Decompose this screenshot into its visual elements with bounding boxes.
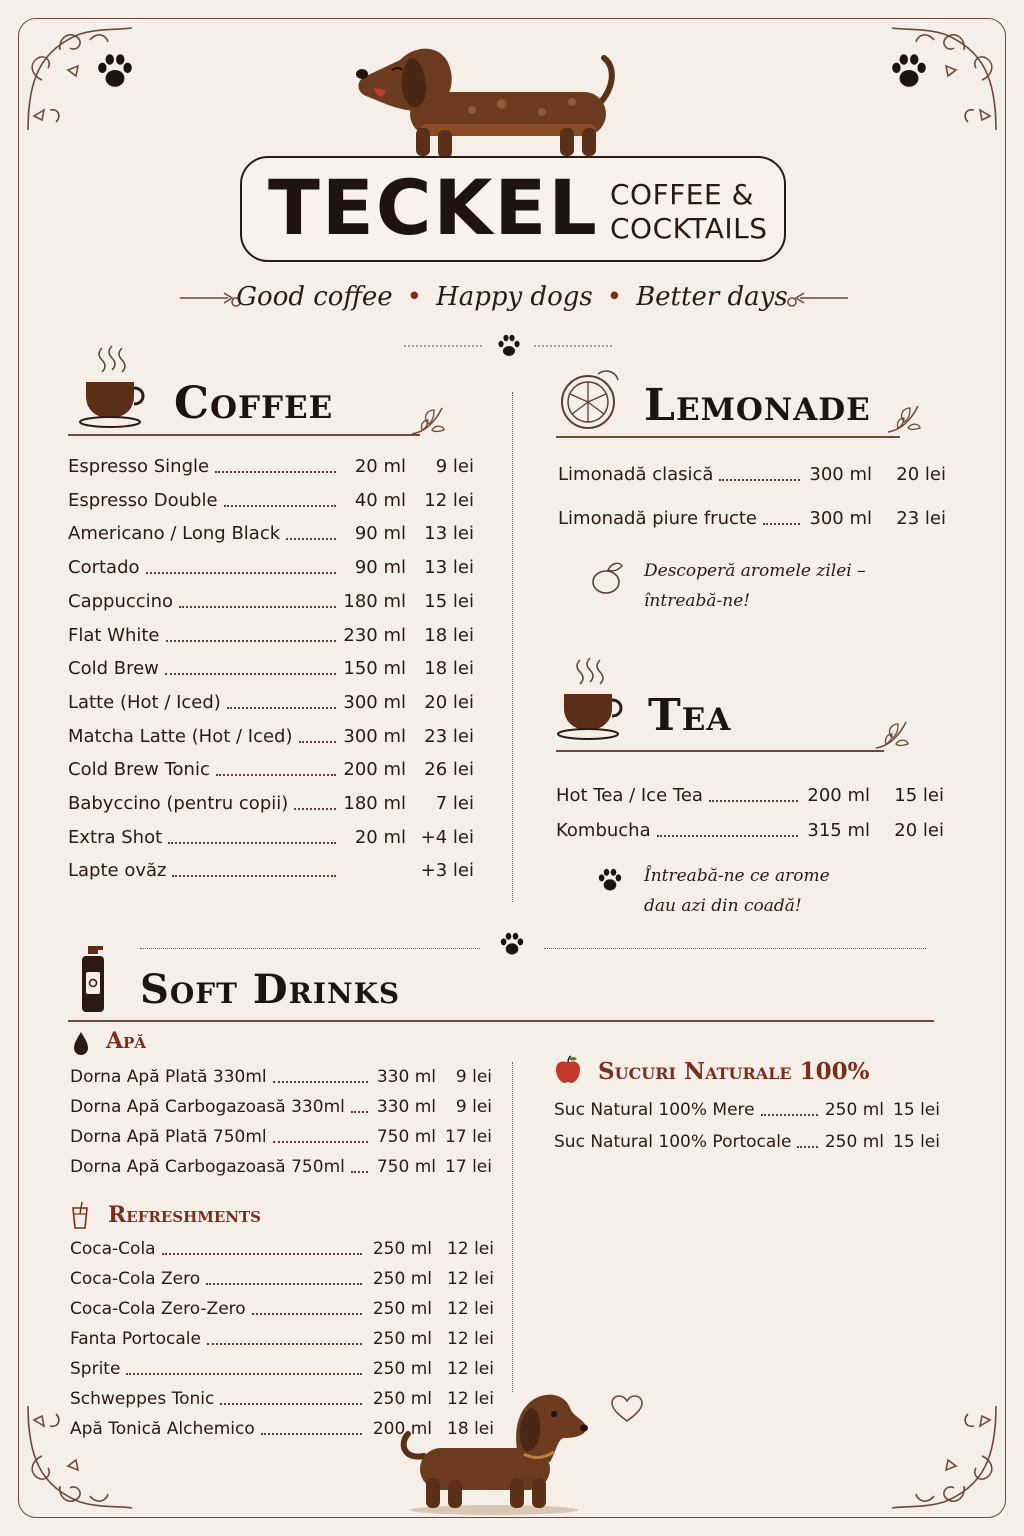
menu-item-price: 12 lei <box>447 1299 494 1319</box>
menu-item-name: Babyccino (pentru copii) <box>68 793 289 814</box>
menu-item-row <box>68 789 474 819</box>
menu-item-row <box>68 452 474 482</box>
menu-item-price: 9 lei <box>455 1097 492 1117</box>
menu-item-row <box>554 1095 940 1125</box>
menu-item-price: 12 lei <box>424 489 474 511</box>
lemon-slice-icon <box>558 368 622 432</box>
dot-leader <box>216 774 336 776</box>
lemonade-note <box>644 556 866 616</box>
menu-item-name: Dorna Apă Carbogazoasă 750ml <box>70 1157 345 1177</box>
menu-item-size: 300 ml <box>343 691 406 713</box>
menu-item-size: 300 ml <box>343 725 406 747</box>
menu-item-size: 750 ml <box>376 1127 436 1147</box>
dot-leader <box>657 835 798 837</box>
brand-name: TECKEL <box>268 163 599 252</box>
menu-item-price: 13 lei <box>424 557 474 579</box>
menu-item-size: 40 ml <box>354 489 406 511</box>
tagline-part-2: Happy dogs <box>436 282 593 312</box>
dot-leader <box>273 1141 368 1143</box>
menu-item-row <box>68 856 474 886</box>
dot-leader <box>206 1283 362 1285</box>
brand-subtitle <box>610 178 768 246</box>
menu-item-price: 9 lei <box>435 456 474 477</box>
soft-drinks-section-title: Soft Drinks <box>140 966 401 1013</box>
menu-item-size: 250 ml <box>372 1329 432 1349</box>
dachshund-logo-illustration <box>352 40 632 164</box>
brand-subtitle-line2: COCKTAILS <box>610 212 768 245</box>
menu-item-price: 20 lei <box>424 691 474 713</box>
menu-item-name: Dorna Apă Carbogazoasă 330ml <box>70 1097 345 1117</box>
menu-item-price: 12 lei <box>447 1239 494 1259</box>
menu-item-size: 300 ml <box>809 464 872 485</box>
menu-item-price: 18 lei <box>424 658 474 680</box>
menu-item-name: Hot Tea / Ice Tea <box>556 785 703 806</box>
menu-item-price: 12 lei <box>447 1329 494 1349</box>
menu-item-size: 90 ml <box>354 557 406 579</box>
menu-item-row <box>70 1324 494 1354</box>
refreshments-subsection-title: Refreshments <box>108 1202 262 1228</box>
water-drop-icon <box>72 1030 90 1056</box>
lemon-icon <box>590 558 626 598</box>
dachshund-illustration <box>398 1390 588 1518</box>
menu-item-price: +3 lei <box>420 860 474 882</box>
menu-item-name: Limonadă clasică <box>558 464 714 485</box>
dot-leader <box>273 1081 368 1083</box>
soda-glass-icon <box>70 1200 90 1230</box>
dot-leader <box>224 505 336 507</box>
menu-item-price: 20 lei <box>896 464 946 485</box>
leaf-ornament-icon <box>886 402 922 438</box>
bottle-icon <box>78 944 108 1014</box>
menu-item-row <box>556 781 944 811</box>
dot-leader <box>179 606 336 608</box>
menu-item-size: 20 ml <box>354 456 406 477</box>
section-divider-right <box>544 948 926 949</box>
dot-leader <box>763 523 800 525</box>
coffee-cup-icon <box>78 344 152 430</box>
menu-item-name: Espresso Single <box>68 456 210 477</box>
tea-note-line2: dau azi din coadă! <box>644 896 802 916</box>
menu-item-row <box>68 587 474 617</box>
menu-item-name: Coca-Cola Zero <box>70 1269 201 1289</box>
menu-item-price: 26 lei <box>424 759 474 781</box>
dot-leader <box>168 842 336 844</box>
menu-item-size: 200 ml <box>343 759 406 781</box>
menu-item-row <box>554 1127 940 1157</box>
dot-leader <box>146 572 336 574</box>
tea-section-title: Tea <box>648 690 732 741</box>
menu-item-name: Coca-Cola Zero-Zero <box>70 1299 246 1319</box>
menu-item-row <box>558 504 946 534</box>
menu-item-size: 330 ml <box>376 1097 436 1117</box>
menu-item-row <box>68 621 474 651</box>
menu-item-price: 9 lei <box>455 1067 492 1087</box>
menu-item-size: 250 ml <box>372 1239 432 1259</box>
apa-subsection-title: Apă <box>106 1028 146 1054</box>
menu-item-row <box>70 1354 494 1384</box>
menu-item-name: Flat White <box>68 624 160 646</box>
menu-item-name: Matcha Latte (Hot / Iced) <box>68 725 293 747</box>
dot-leader <box>761 1114 818 1116</box>
floral-corner-ornament-bottom-right <box>884 1396 1004 1516</box>
menu-item-row <box>556 816 944 846</box>
dot-leader <box>220 1403 362 1405</box>
dot-leader <box>797 1146 818 1148</box>
menu-item-row <box>68 755 474 785</box>
paw-print-icon <box>94 50 136 92</box>
menu-item-size: 180 ml <box>343 793 406 814</box>
column-divider <box>512 392 513 902</box>
menu-item-price: 20 lei <box>894 820 944 841</box>
tagline <box>0 282 1024 312</box>
column-divider <box>512 1062 513 1392</box>
menu-item-size: 300 ml <box>809 508 872 529</box>
menu-item-row <box>68 823 474 853</box>
menu-item-price: 12 lei <box>447 1269 494 1289</box>
juices-subsection-title: Sucuri Naturale 100% <box>598 1058 870 1085</box>
menu-item-row <box>68 519 474 549</box>
dot-leader <box>166 640 336 642</box>
soft-drinks-title-rule <box>68 1020 934 1022</box>
menu-item-name: Espresso Double <box>68 489 218 511</box>
menu-item-price: 13 lei <box>424 523 474 545</box>
menu-item-name: Limonadă piure fructe <box>558 508 758 529</box>
menu-item-name: Suc Natural 100% Portocale <box>554 1132 792 1152</box>
heart-icon <box>610 1394 644 1424</box>
menu-item-size: 330 ml <box>376 1067 436 1087</box>
paw-print-icon <box>498 930 526 958</box>
tea-note-line1: Întreabă-ne ce arome <box>644 866 830 886</box>
menu-item-name: Apă Tonică Alchemico <box>70 1419 255 1439</box>
menu-item-price: 15 lei <box>893 1132 940 1152</box>
menu-item-size: 250 ml <box>824 1132 884 1152</box>
menu-item-row <box>68 722 474 752</box>
section-divider-left <box>140 948 480 949</box>
brand-logo-box <box>240 156 786 262</box>
menu-item-name: Cappuccino <box>68 590 174 612</box>
menu-item-name: Fanta Portocale <box>70 1329 201 1349</box>
menu-item-row <box>70 1062 492 1092</box>
dot-leader <box>165 673 336 675</box>
coffee-title-rule <box>68 434 420 436</box>
menu-item-size: 150 ml <box>343 658 406 680</box>
menu-item-row <box>70 1122 492 1152</box>
menu-item-price: 12 lei <box>447 1389 494 1409</box>
tagline-part-3: Better days <box>636 282 788 312</box>
menu-item-name: Coca-Cola <box>70 1239 156 1259</box>
menu-item-name: Americano / Long Black <box>68 523 281 545</box>
lemonade-note-line2: întreabă-ne! <box>644 591 751 611</box>
menu-item-price: 17 lei <box>445 1127 492 1147</box>
menu-item-size: 200 ml <box>372 1419 432 1439</box>
menu-item-name: Schweppes Tonic <box>70 1389 215 1409</box>
menu-item-size: 90 ml <box>354 523 406 545</box>
dot-leader <box>261 1433 362 1435</box>
dot-leader <box>162 1253 362 1255</box>
menu-item-price: 15 lei <box>893 1100 940 1120</box>
menu-item-row <box>70 1264 494 1294</box>
menu-item-price: 23 lei <box>424 725 474 747</box>
dot-leader <box>351 1111 368 1113</box>
menu-item-name: Extra Shot <box>68 826 163 848</box>
menu-item-size: 200 ml <box>807 785 870 806</box>
menu-item-price: 15 lei <box>424 590 474 612</box>
menu-item-name: Latte (Hot / Iced) <box>68 691 221 713</box>
menu-item-price: 12 lei <box>447 1359 494 1379</box>
arrow-ornament-right <box>784 288 848 308</box>
leaf-ornament-icon <box>410 404 446 440</box>
dot-leader <box>351 1171 368 1173</box>
menu-item-price: +4 lei <box>420 826 474 848</box>
menu-item-size: 250 ml <box>372 1359 432 1379</box>
menu-item-size: 250 ml <box>372 1269 432 1289</box>
menu-item-size: 315 ml <box>807 820 870 841</box>
menu-item-price: 18 lei <box>447 1419 494 1439</box>
dot-leader <box>709 800 798 802</box>
menu-item-row <box>68 553 474 583</box>
lemonade-section-title: Lemonade <box>644 380 871 431</box>
menu-item-row <box>68 688 474 718</box>
menu-item-name: Cold Brew Tonic <box>68 759 210 781</box>
menu-item-price: 17 lei <box>445 1157 492 1177</box>
menu-item-price: 15 lei <box>894 785 944 806</box>
dot-leader <box>719 479 800 481</box>
coffee-section-title: Coffee <box>174 378 334 429</box>
lemonade-title-rule <box>556 436 900 438</box>
dot-leader <box>207 1343 362 1345</box>
tagline-separator: • <box>606 282 623 312</box>
dot-leader <box>294 808 336 810</box>
tea-cup-icon <box>556 656 630 742</box>
dot-leader <box>227 707 336 709</box>
menu-item-name: Dorna Apă Plată 750ml <box>70 1127 267 1147</box>
tagline-separator: • <box>406 282 423 312</box>
menu-item-price: 23 lei <box>896 508 946 529</box>
menu-item-name: Cortado <box>68 557 140 579</box>
menu-item-row <box>70 1092 492 1122</box>
dot-leader <box>215 471 336 473</box>
dot-leader <box>126 1373 362 1375</box>
menu-item-name: Suc Natural 100% Mere <box>554 1100 755 1120</box>
tagline-part-1: Good coffee <box>236 282 393 312</box>
menu-item-row <box>68 654 474 684</box>
menu-item-name: Sprite <box>70 1359 121 1379</box>
menu-item-name: Lapte ovăz <box>68 860 167 882</box>
dot-leader <box>299 741 336 743</box>
brand-subtitle-line1: COFFEE & <box>610 178 754 211</box>
menu-item-row <box>70 1152 492 1182</box>
dot-leader <box>172 875 336 877</box>
menu-item-price: 18 lei <box>424 624 474 646</box>
paw-divider <box>404 332 614 360</box>
dot-leader <box>252 1313 362 1315</box>
menu-item-name: Kombucha <box>556 820 651 841</box>
menu-item-price: 7 lei <box>435 793 474 814</box>
menu-item-size: 250 ml <box>372 1299 432 1319</box>
menu-item-name: Dorna Apă Plată 330ml <box>70 1067 267 1087</box>
menu-item-name: Cold Brew <box>68 658 159 680</box>
leaf-ornament-icon <box>874 718 910 754</box>
tea-note <box>644 861 830 921</box>
dot-leader <box>286 538 336 540</box>
paw-print-icon <box>596 866 624 894</box>
menu-item-size: 750 ml <box>376 1157 436 1177</box>
menu-item-size: 180 ml <box>343 590 406 612</box>
menu-item-row <box>558 460 946 490</box>
menu-item-row <box>70 1294 494 1324</box>
menu-item-size: 20 ml <box>354 826 406 848</box>
tea-title-rule <box>556 750 884 752</box>
paw-print-icon <box>888 50 930 92</box>
menu-item-row <box>70 1234 494 1264</box>
menu-item-size: 250 ml <box>372 1389 432 1409</box>
menu-item-size: 230 ml <box>343 624 406 646</box>
apple-icon <box>554 1054 582 1084</box>
menu-item-size: 250 ml <box>824 1100 884 1120</box>
menu-item-row <box>68 486 474 516</box>
lemonade-note-line1: Descoperă aromele zilei – <box>644 561 866 581</box>
